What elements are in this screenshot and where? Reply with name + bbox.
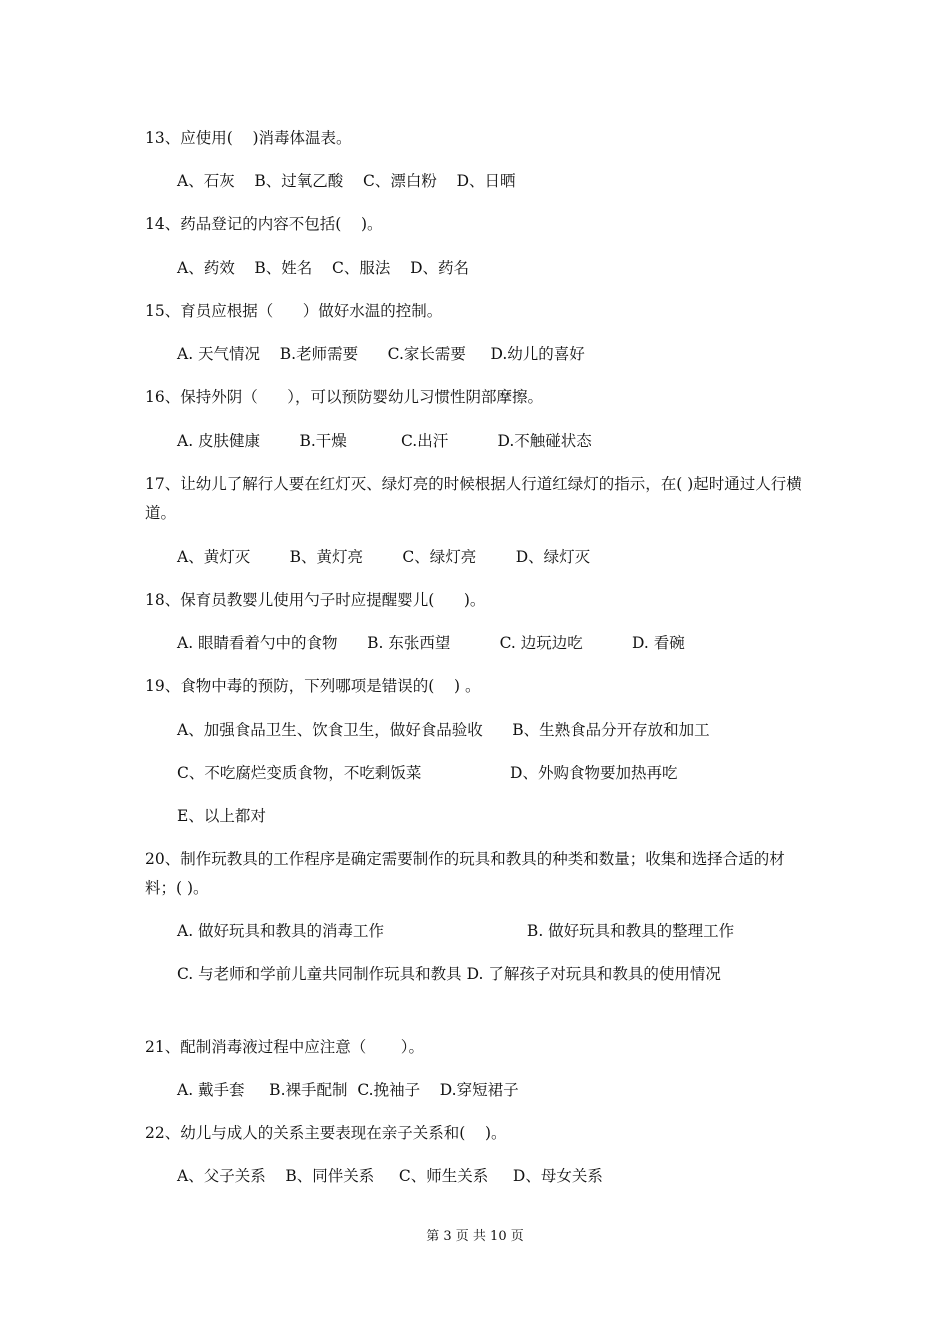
q19-stem: 19、食物中毒的预防，下列哪项是错误的( ) 。 xyxy=(145,677,481,695)
q14-options: A、药效 B、姓名 C、服法 D、药名 xyxy=(177,259,469,277)
q18-stem: 18、保育员教婴儿使用勺子时应提醒婴儿( )。 xyxy=(145,591,486,609)
q16-stem: 16、保持外阴（ ），可以预防婴幼儿习惯性阴部摩擦。 xyxy=(145,388,544,406)
q22-stem: 22、幼儿与成人的关系主要表现在亲子关系和( )。 xyxy=(145,1124,507,1142)
q15-options: A. 天气情况 B.老师需要 C.家长需要 D.幼儿的喜好 xyxy=(177,345,585,363)
q19-option-e: E、以上都对 xyxy=(177,807,266,825)
page-footer: 第 3 页 共 10 页 xyxy=(426,1229,524,1244)
q22-options: A、父子关系 B、同伴关系 C、师生关系 D、母女关系 xyxy=(177,1167,603,1185)
q20-options-ab: A. 做好玩具和教具的消毒工作 B. 做好玩具和教具的整理工作 xyxy=(177,922,735,940)
q21-stem: 21、配制消毒液过程中应注意（ ）。 xyxy=(145,1038,424,1056)
q19-options-cd: C、不吃腐烂变质食物，不吃剩饭菜 D、外购食物要加热再吃 xyxy=(177,764,678,782)
q14-stem: 14、药品登记的内容不包括( )。 xyxy=(145,215,383,233)
q20-options-cd: C. 与老师和学前儿童共同制作玩具和教具 D. 了解孩子对玩具和教具的使用情况 xyxy=(177,965,721,983)
q19-options-ab: A、加强食品卫生、饮食卫生，做好食品验收 B、生熟食品分开存放和加工 xyxy=(177,721,710,739)
q20-stem: 20、制作玩教具的工作程序是确定需要制作的玩具和教具的种类和数量；收集和选择合适的材料；( )。 xyxy=(145,850,785,897)
q15-stem: 15、育员应根据（ ）做好水温的控制。 xyxy=(145,302,443,320)
q13-stem: 13、应使用( )消毒体温表。 xyxy=(145,129,352,147)
q13-options: A、石灰 B、过氧乙酸 C、漂白粉 D、日晒 xyxy=(177,172,516,190)
q16-options: A. 皮肤健康 B.干燥 C.出汗 D.不触碰状态 xyxy=(177,432,592,450)
q21-options: A. 戴手套 B.裸手配制 C.挽袖子 D.穿短裙子 xyxy=(177,1081,519,1099)
q17-stem: 17、让幼儿了解行人要在红灯灭、绿灯亮的时候根据人行道红绿灯的指示，在( )起时通过人行横道。 xyxy=(145,475,802,522)
q18-options: A. 眼睛看着勺中的食物 B. 东张西望 C. 边玩边吃 D. 看碗 xyxy=(177,634,685,652)
q17-options: A、黄灯灭 B、黄灯亮 C、绿灯亮 D、绿灯灭 xyxy=(177,548,591,566)
